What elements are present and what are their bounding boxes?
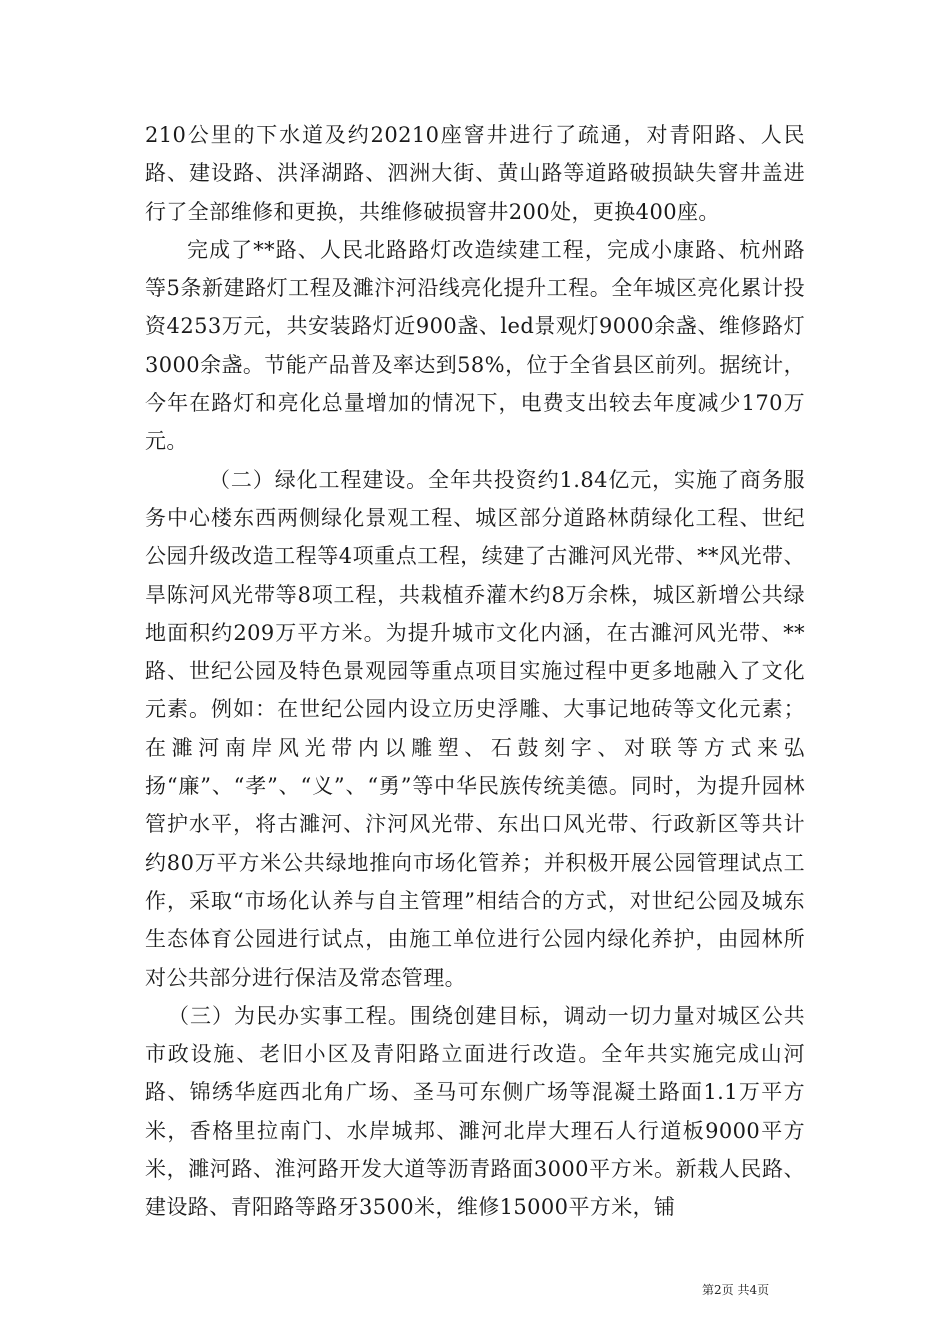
paragraph-greening-project: （二）绿化工程建设。全年共投资约1.84亿元，实施了商务服务中心楼东西两侧绿化景观工程、城区部分道路林荫绿化工程、世纪公园升级改造工程等4项重点工程，续建了古濉河风光带、**风光带、旱陈河风光带等8项工程，共栽植乔灌木约8万余株，城区新增公共绿地面积约209万平方米。为提升城市文化内涵，在古濉河风光带、**路、世纪公园及特色景观园等重点项目实施过程中更多地融入了文化元素。例如：在世纪公园内设立历史浮雕、大事记地砖等文化元素；在濉河南岸风光带内以雕塑、石鼓刻字、对联等方式来弘扬“廉”、“孝”、“义”、“勇”等中华民族传统美德。同时，为提升园林管护水平，将古濉河、汴河风光带、东出口风光带、行政新区等共计约80万平方米公共绿地推向市场化管养；并积极开展公园管理试点工作，采取“市场化认养与自主管理”相结合的方式，对世纪公园及城东生态体育公园进行试点，由施工单位进行公园内绿化养护，由园林所对公共部分进行保洁及常态管理。 xyxy=(145,467,805,990)
footer-middle: 页 共 xyxy=(721,1283,750,1297)
paragraph-sewer-maintenance: 210公里的下水道及约20210座窨井进行了疏通，对青阳路、人民路、建设路、洪泽湖路、泗洲大街、黄山路等道路破损缺失窨井盖进行了全部维修和更换，共维修破损窨井200处，更换400座。 xyxy=(145,123,805,224)
footer-suffix: 页 xyxy=(757,1283,770,1297)
page-number-footer xyxy=(702,1281,842,1298)
footer-current-page: 2 xyxy=(714,1283,722,1297)
paragraph-public-works: （三）为民办实事工程。围绕创建目标，调动一切力量对城区公共市政设施、老旧小区及青阳路立面进行改造。全年共实施完成山河路、锦绣华庭西北角广场、圣马可东侧广场等混凝土路面1.1万平方米，香格里拉南门、水岸城邦、濉河北岸大理石人行道板9000平方米，濉河路、淮河路开发大道等沥青路面3000平方米。新栽人民路、建设路、青阳路等路牙3500米，维修15000平方米，铺 xyxy=(145,1003,805,1220)
paragraph-street-lighting: 完成了**路、人民北路路灯改造续建工程，完成小康路、杭州路等5条新建路灯工程及濉汴河沿线亮化提升工程。全年城区亮化累计投资4253万元，共安装路灯近900盏、led景观灯9000余盏、维修路灯3000余盏。节能产品普及率达到58%，位于全省县区前列。据统计，今年在路灯和亮化总量增加的情况下，电费支出较去年度减少170万元。 xyxy=(145,237,805,454)
footer-prefix: 第 xyxy=(702,1283,715,1297)
document-body xyxy=(145,116,805,1227)
footer-total-pages: 4 xyxy=(749,1283,758,1297)
